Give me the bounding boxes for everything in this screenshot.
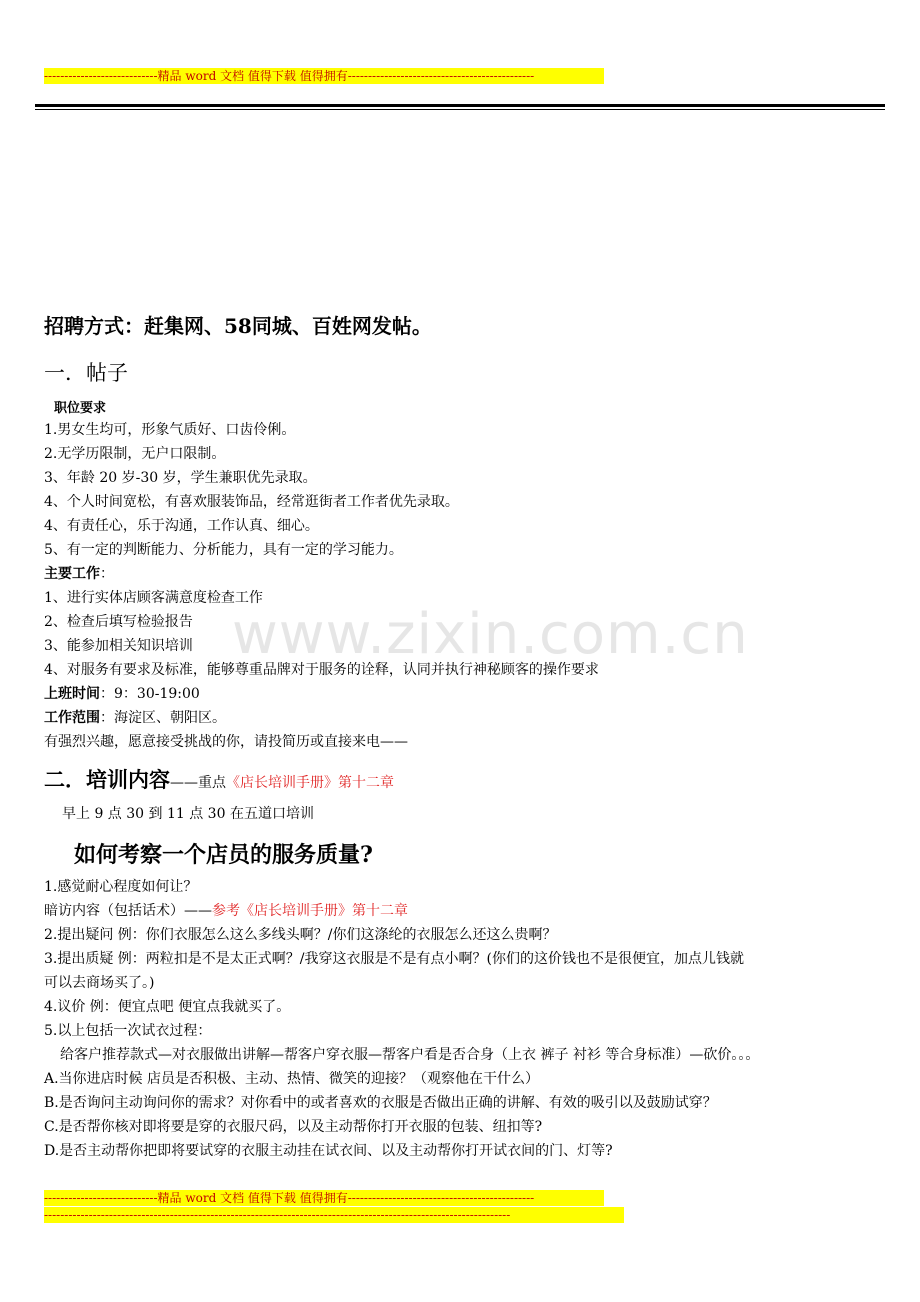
work-time [44,685,200,703]
time-value: ：9：30-19:00 [100,686,200,702]
work-item: 3、能参加相关知识培训 [44,638,193,654]
work-label: 主要工作 [44,566,100,582]
closing-line: 有强烈兴趣，愿意接受挑战的你，请投简历或直接来电—— [44,734,408,750]
question-2: 2.提出疑问 例：你们衣服怎么这么多线头啊？/你们这涤纶的衣服怎么还这么贵啊？ [44,927,557,943]
work-item: 2、检查后填写检验报告 [44,614,193,630]
work-item: 1、进行实体店顾客满意度检查工作 [44,590,263,606]
section2-ref: 《店长培训手册》第十二章 [226,775,394,791]
work-colon: ： [100,566,114,582]
requirement-item: 1.男女生均可，形象气质好、口齿伶俐。 [44,422,296,438]
work-heading [44,565,114,583]
section1-subtitle: 职位要求 [54,401,107,416]
section2-heading [44,764,394,794]
header-rule-thick [35,104,885,107]
header-banner: ----------------------------精品 word 文档 值得下载 值得拥有---------------------------------------------- [44,68,604,84]
question-1: 1.感觉耐心程度如何让？ [44,879,198,895]
footer-banner: ----------------------------精品 word 文档 值得下载 值得拥有---------------------------------------------- [44,1190,604,1206]
recruit-title: 招聘方式：赶集网、58同城、百姓网发帖。 [44,314,432,338]
section2-title: 二．培训内容 [44,767,170,792]
check-item: B.是否询问主动询问你的需求？对你看中的或者喜欢的衣服是否做出正确的讲解、有效的吸引以及鼓励试穿？ [44,1095,717,1111]
check-item: D.是否主动帮你把即将要试穿的衣服主动挂在试衣间、以及主动帮你打开试衣间的门、灯等? [44,1143,613,1159]
check-item: A.当你进店时候 店员是否积极、主动、热情、微笑的迎接？（观察他在干什么） [44,1071,540,1087]
section3-title: 如何考察一个店员的服务质量? [74,842,373,868]
visit-prefix: 暗访内容（包括话术）—— [44,903,212,919]
question-4: 4.议价 例：便宜点吧 便宜点我就买了。 [44,999,291,1015]
visit-line [44,902,408,920]
area-value: ：海淀区、朝阳区。 [100,710,226,726]
fitting-process: 给客户推荐款式—对衣服做出讲解—帮客户穿衣服—帮客户看是否合身（上衣 裤子 衬衫 等合身标准）—砍价。。。 [60,1047,760,1063]
requirement-item: 4、个人时间宽松，有喜欢服装饰品，经常逛街者工作者优先录取。 [44,494,459,510]
requirement-item: 5、有一定的判断能力、分析能力，具有一定的学习能力。 [44,542,403,558]
visit-ref: 参考《店长培训手册》第十二章 [212,903,408,919]
header-rule-thin [35,109,885,110]
question-3: 3.提出质疑 例：两粒扣是不是太正式啊？/我穿这衣服是不是有点小啊？(你们的这价钱也不是很便宜，加点儿钱就 [44,951,744,967]
requirement-item: 3、年龄 20 岁-30 岁，学生兼职优先录取。 [44,470,317,486]
section1-title: 一．帖子 [44,361,128,385]
section2-dash: ——重点 [170,775,226,791]
question-3-cont: 可以去商场买了。) [44,975,155,991]
check-item: C.是否帮你核对即将要是穿的衣服尺码，以及主动帮你打开衣服的包装、纽扣等? [44,1119,543,1135]
requirement-item: 4、有责任心，乐于沟通，工作认真、细心。 [44,518,319,534]
question-5: 5.以上包括一次试衣过程： [44,1023,212,1039]
training-schedule: 早上 9 点 30 到 11 点 30 在五道口培训 [62,806,314,822]
work-item: 4、对服务有要求及标准，能够尊重品牌对于服务的诠释，认同并执行神秘顾客的操作要求 [44,662,599,678]
work-area [44,709,226,727]
watermark: www.zixin.com.cn [232,602,749,667]
footer-banner-dashes: ------------------------------------------------------------------------------------------------------------------- [44,1207,624,1223]
area-label: 工作范围 [44,710,100,726]
time-label: 上班时间 [44,686,100,702]
requirement-item: 2.无学历限制，无户口限制。 [44,446,226,462]
